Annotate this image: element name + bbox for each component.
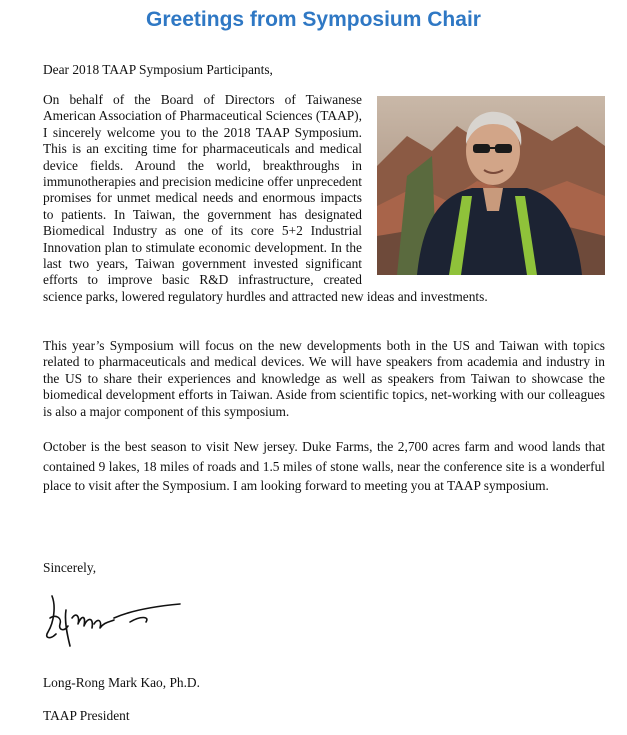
salutation: Dear 2018 TAAP Symposium Participants,	[43, 62, 273, 77]
chair-photo	[377, 96, 605, 275]
handwritten-signature	[40, 588, 190, 648]
paragraph-2: This year’s Symposium will focus on the new developments both in the US and Taiwan with topics related to pharmaceuticals and medical devices. We will have speakers from academia and industry in the US to share their experiences and knowledge as well as speakers from Taiwan to showcase the biomedical development efforts in Taiwan. Aside from scientific topics, net-working with our colleagues is also a major component of this symposium.	[43, 338, 605, 419]
paragraph-3: October is the best season to visit New jersey. Duke Farms, the 2,700 acres farm and wood lands that contained 9 lakes, 18 miles of roads and 1.5 miles of stone walls, near the conference site is a wonderful place to visit after the Symposium. I am looking forward to meeting you at TAAP symposium.	[43, 439, 605, 494]
signer-title: TAAP President	[43, 708, 130, 723]
intro-section	[43, 92, 605, 305]
closing: Sincerely,	[43, 560, 97, 575]
page-title: Greetings from Symposium Chair	[146, 8, 481, 31]
paragraph-1: On behalf of the Board of Directors of Taiwanese American Association of Pharmaceutical Sciences (TAAP), I sincerely welcome you to the 2018 TAAP Symposium. This is an exciting time for pharmaceuticals and medical device fields. Around the world, breakthroughs in immunotherapies and precision medicine offer unprecedent promises for unmet medical needs and enormous impacts to patients. In Taiwan, the government has designated Biomedical Industry as one of its core 5+2 Industrial Innovation plan to stimulate economic development. In the last two years, Taiwan government invested significant efforts to improve basic R&D infrastructure, created science parks, lowered regulatory hurdles and attracted new ideas and investments.	[43, 92, 488, 304]
signer-name: Long-Rong Mark Kao, Ph.D.	[43, 675, 200, 690]
